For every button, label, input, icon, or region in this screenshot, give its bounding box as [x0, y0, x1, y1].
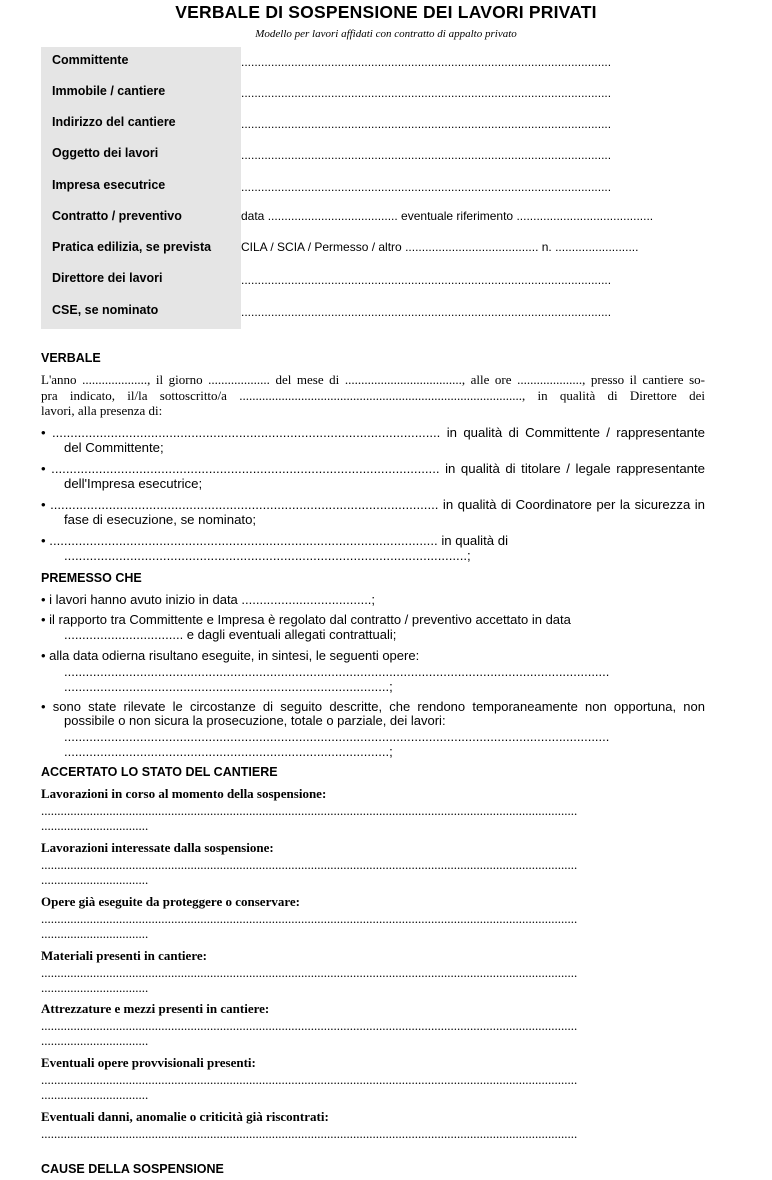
field-label-committente: Committente [52, 53, 129, 67]
verbale-text-line: pra indicato, il/la sottoscritto/a ......................................................................................., in qualità di Direttore dei [41, 388, 705, 403]
field-label-indirizzo: Indirizzo del cantiere [52, 115, 176, 129]
state-item-dots[interactable]: ..................................................................................................................................................................... [41, 1018, 578, 1033]
field-input-contratto[interactable]: data ....................................... eventuale riferimento ......................................... [241, 209, 654, 223]
field-input-immobile[interactable]: ............................................................................................................... [241, 86, 612, 100]
state-item-dots[interactable]: ..................................................................................................................................................................... [41, 857, 578, 872]
field-input-pratica[interactable]: CILA / SCIA / Permesso / altro ........................................ n. ......................... [241, 240, 639, 254]
premise-item-cont[interactable]: ................................. e dagli eventuali allegati contrattuali; [64, 627, 397, 642]
premise-item: • sono state rilevate le circostanze di seguito descritte, che rendono temporaneamente non opportuna, non [41, 699, 705, 714]
state-item-label: Opere già eseguite da proteggere o conservare: [41, 894, 300, 909]
field-label-immobile: Immobile / cantiere [52, 84, 166, 98]
state-item-label: Lavorazioni in corso al momento della sospensione: [41, 786, 327, 801]
state-item-label: Eventuali danni, anomalie o criticità già riscontrati: [41, 1109, 329, 1124]
premise-item: • il rapporto tra Committente e Impresa è regolato dal contratto / preventivo accettato in data [41, 612, 571, 627]
attendee-bullet[interactable]: • .......................................................................................................... in qualità di [41, 533, 509, 548]
state-item-label: Materiali presenti in cantiere: [41, 948, 207, 963]
attendee-bullet-cont: del Committente; [64, 440, 164, 455]
attendee-bullet-cont: dell'Impresa esecutrice; [64, 476, 203, 491]
premise-dots[interactable]: ....................................................................................................................................................... [64, 729, 610, 744]
section-heading-accertato: ACCERTATO LO STATO DEL CANTIERE [41, 765, 278, 779]
state-item-dots[interactable]: ................................. [41, 926, 149, 941]
field-input-cse[interactable]: ............................................................................................................... [241, 305, 612, 319]
state-item-dots[interactable]: ..................................................................................................................................................................... [41, 911, 578, 926]
field-label-pratica: Pratica edilizia, se prevista [52, 240, 212, 254]
field-label-oggetto: Oggetto dei lavori [52, 146, 159, 160]
state-item-dots[interactable]: ................................. [41, 980, 149, 995]
field-label-impresa: Impresa esecutrice [52, 178, 166, 192]
field-input-impresa[interactable]: ............................................................................................................... [241, 180, 612, 194]
section-heading-verbale: VERBALE [41, 351, 101, 365]
premise-dots[interactable]: ..........................................................................................; [64, 679, 393, 694]
field-input-direttore[interactable]: ............................................................................................................... [241, 273, 612, 287]
verbale-text-line: lavori, alla presenza di: [41, 403, 163, 418]
field-label-cse: CSE, se nominato [52, 303, 159, 317]
premise-item[interactable]: • i lavori hanno avuto inizio in data ....................................; [41, 592, 376, 607]
premise-dots[interactable]: ....................................................................................................................................................... [64, 664, 610, 679]
state-item-label: Eventuali opere provvisionali presenti: [41, 1055, 256, 1070]
premise-item-cont: possibile o non sicura la prosecuzione, totale o parziale, dei lavori: [64, 713, 446, 728]
page-title: VERBALE DI SOSPENSIONE DEI LAVORI PRIVATI [175, 2, 597, 22]
state-item-dots[interactable]: ..................................................................................................................................................................... [41, 1072, 578, 1087]
section-heading-premesso: PREMESSO CHE [41, 571, 142, 585]
attendee-bullet[interactable]: • .......................................................................................................... in qualità di Coordinatore per la sicurezza in [41, 497, 705, 512]
field-label-contratto: Contratto / preventivo [52, 209, 182, 223]
premise-dots[interactable]: ..........................................................................................; [64, 744, 393, 759]
page-subtitle: Modello per lavori affidati con contratto di appalto privato [255, 28, 517, 40]
field-input-indirizzo[interactable]: ............................................................................................................... [241, 117, 612, 131]
premise-item: • alla data odierna risultano eseguite, in sintesi, le seguenti opere: [41, 648, 420, 663]
attendee-bullet-cont[interactable]: ..............................................................................................................; [64, 548, 471, 563]
field-label-direttore: Direttore dei lavori [52, 271, 163, 285]
state-item-dots[interactable]: ................................. [41, 1033, 149, 1048]
attendee-bullet[interactable]: • .......................................................................................................... in qualità di Committente / rappresentante [41, 425, 705, 440]
state-item-label: Lavorazioni interessate dalla sospensione: [41, 840, 274, 855]
state-item-dots[interactable]: ................................. [41, 872, 149, 887]
verbale-text-line: L'anno ...................., il giorno ................... del mese di ...................................., alle ore ...................., presso il cantiere so- [41, 372, 705, 387]
field-input-oggetto[interactable]: ............................................................................................................... [241, 148, 612, 162]
state-item-dots[interactable]: ..................................................................................................................................................................... [41, 1126, 578, 1141]
state-item-label: Attrezzature e mezzi presenti in cantiere: [41, 1001, 270, 1016]
state-item-dots[interactable]: ................................. [41, 818, 149, 833]
state-item-dots[interactable]: ..................................................................................................................................................................... [41, 965, 578, 980]
attendee-bullet-cont: fase di esecuzione, se nominato; [64, 512, 257, 527]
field-input-committente[interactable]: ............................................................................................................... [241, 55, 612, 69]
section-heading-cause: CAUSE DELLA SOSPENSIONE [41, 1162, 224, 1176]
attendee-bullet[interactable]: • .......................................................................................................... in qualità di titolare / legale rappresentante [41, 461, 705, 476]
state-item-dots[interactable]: ..................................................................................................................................................................... [41, 803, 578, 818]
state-item-dots[interactable]: ................................. [41, 1087, 149, 1102]
